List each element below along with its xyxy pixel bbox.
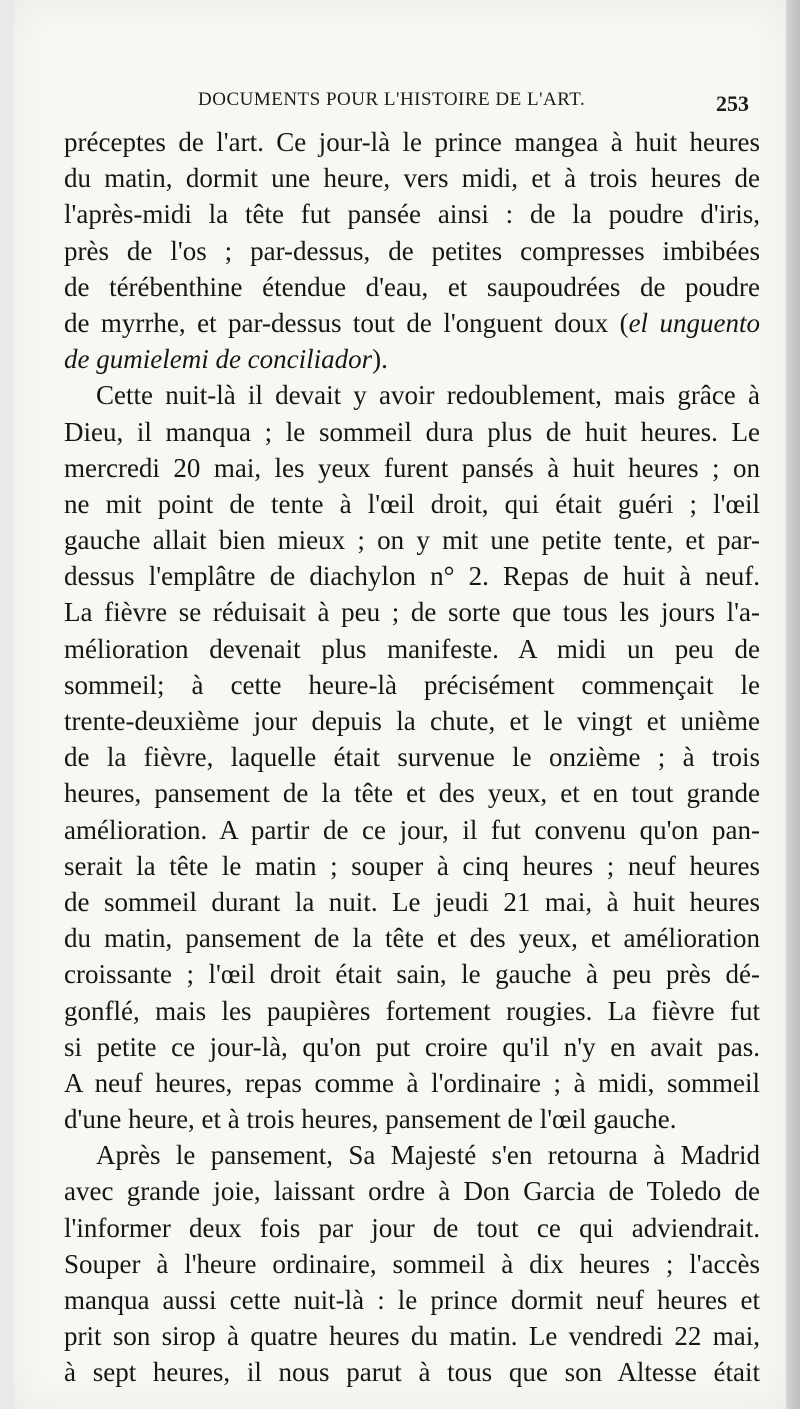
page-gutter-shadow (786, 0, 800, 1409)
body-text (64, 124, 760, 1391)
text-line: l'après-midi la tête fut pansée ainsi : de la poudre d'iris, (64, 199, 760, 230)
text-line: La fièvre se réduisait à peu ; de sorte que tous les jours l'a- (64, 597, 760, 628)
text-span: de myrrhe, et par-dessus tout de l'onguent doux ( (64, 307, 629, 338)
text-line: dessus l'emplâtre de diachylon n° 2. Repas de huit à neuf. (64, 561, 760, 592)
text-line: l'informer deux fois par jour de tout ce qui adviendrait. (64, 1212, 760, 1243)
text-line: A neuf heures, repas comme à l'ordinaire ; à midi, sommeil (64, 1067, 760, 1098)
text-line: amélioration. A partir de ce jour, il fut convenu qu'on pan- (64, 814, 760, 845)
text-span: ). (372, 344, 388, 375)
text-line: trente-deuxième jour depuis la chute, et le vingt et unième (64, 706, 760, 736)
text-line: mélioration devenait plus manifeste. A midi un peu de (64, 633, 760, 664)
text-line: de la fièvre, laquelle était survenue le onzième ; à trois (64, 742, 760, 773)
text-line: Après le pansement, Sa Majesté s'en retourna à Madrid (96, 1140, 760, 1171)
italic-span: el unguento (628, 307, 760, 338)
text-line: mercredi 20 mai, les yeux furent pansés à huit heures ; on (64, 452, 760, 483)
text-line: près de l'os ; par-dessus, de petites compresses imbibées (64, 235, 760, 266)
text-line: d'une heure, et à trois heures, pansement de l'œil gauche. (64, 1104, 677, 1135)
text-line (64, 305, 760, 341)
text-line: Cette nuit-là il devait y avoir redoublement, mais grâce à (96, 380, 760, 411)
text-line: de térébenthine étendue d'eau, et saupoudrées de poudre (64, 271, 760, 302)
text-line: si petite ce jour-là, qu'on put croire qu'il n'y en avait pas. (64, 1031, 760, 1062)
text-line: du matin, pansement de la tête et des yeux, et amélioration (64, 923, 760, 954)
italic-span: de gumielemi de conciliador (64, 344, 373, 375)
text-line: prit son sirop à quatre heures du matin. Le vendredi 22 mai, (64, 1321, 760, 1352)
text-line: gauche allait bien mieux ; on y mit une petite tente, et par- (64, 525, 760, 556)
text-line: ne mit point de tente à l'œil droit, qui était guéri ; l'œil (64, 488, 760, 519)
text-line: du matin, dormit une heure, vers midi, et à trois heures de (64, 163, 760, 194)
text-line: heures, pansement de la tête et des yeux, et en tout grande (64, 778, 760, 809)
text-line: avec grande joie, laissant ordre à Don Garcia de Toledo de (64, 1176, 760, 1207)
text-line: Dieu, il manqua ; le sommeil dura plus de huit heures. Le (64, 416, 760, 447)
text-line: croissante ; l'œil droit était sain, le gauche à peu près dé- (64, 959, 760, 990)
text-line: manqua aussi cette nuit-là : le prince dormit neuf heures et (64, 1285, 760, 1315)
text-line: serait la tête le matin ; souper à cinq heures ; neuf heures (64, 850, 760, 881)
text-line (64, 341, 760, 377)
text-line: de sommeil durant la nuit. Le jeudi 21 mai, à huit heures (64, 886, 760, 917)
running-head: DOCUMENTS POUR L'HISTOIRE DE L'ART. (198, 89, 586, 110)
page-number: 253 (716, 91, 749, 116)
book-page (14, 0, 786, 1409)
text-line: préceptes de l'art. Ce jour-là le prince mangea à huit heures (64, 127, 760, 157)
text-line: sommeil; à cette heure-là précisément commençait le (64, 669, 760, 700)
text-line: Souper à l'heure ordinaire, sommeil à dix heures ; l'accès (64, 1248, 760, 1279)
text-line: gonflé, mais les paupières fortement rougies. La fièvre fut (64, 995, 760, 1026)
text-line: à sept heures, il nous parut à tous que son Altesse était (64, 1357, 760, 1388)
